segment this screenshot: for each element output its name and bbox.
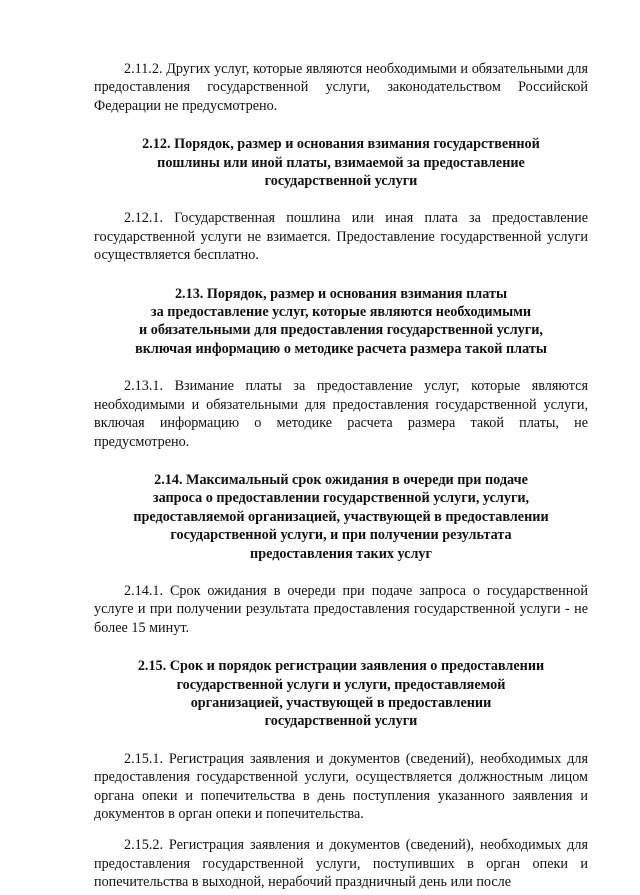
heading-line: включая информацию о методике расчета размера такой платы: [135, 340, 547, 357]
heading-2-14: [94, 471, 588, 563]
heading-line: организацией, участвующей в предоставлении: [190, 694, 492, 711]
heading-line: 2.15. Срок и порядок регистрации заявления о предоставлении: [137, 658, 545, 675]
heading-line: предоставления таких услуг: [250, 545, 432, 562]
paragraph-2-15-2: 2.15.2. Регистрация заявления и документов (сведений), необходимых для предоставления государственной услуги, поступивших в орган опеки и попечительства в выходной, нерабочий праздничный день или после: [94, 837, 588, 891]
heading-2-12: [94, 135, 588, 190]
heading-line: 2.14. Максимальный срок ожидания в очереди при подаче: [154, 471, 528, 488]
heading-line: 2.13. Порядок, размер и основания взимания платы: [174, 285, 508, 302]
paragraph-2-13-1: 2.13.1. Взимание платы за предоставление услуг, которые являются необходимыми и обязательными для предоставления государственной услуги, включая информацию о методике расчета размера такой платы, не предусмотрено.: [94, 378, 588, 450]
heading-line: государственной услуги: [264, 173, 418, 190]
heading-line: государственной услуги и услуги, предоставляемой: [176, 676, 506, 693]
heading-line: и обязательными для предоставления государственной услуги,: [139, 322, 543, 339]
paragraph-2-12-1: 2.12.1. Государственная пошлина или иная плата за предоставление государственной услуги не взимается. Предоставление государственной услуги осуществляется бесплатно.: [94, 210, 588, 264]
heading-line: предоставляемой организацией, участвующей в предоставлении: [133, 508, 549, 525]
document-page: [94, 60, 588, 892]
heading-line: государственной услуги: [264, 713, 418, 730]
heading-line: пошлины или иной платы, взимаемой за предоставление: [157, 154, 525, 171]
paragraph-2-15-1: 2.15.1. Регистрация заявления и документов (сведений), необходимых для предоставления государственной услуги, осуществляется должностным лицом органа опеки и попечительства в день поступления указанного заявления и документов в орган опеки и попечительства.: [94, 750, 588, 822]
heading-line: 2.12. Порядок, размер и основания взимания государственной: [142, 136, 540, 153]
heading-line: государственной услуги, и при получении результата: [170, 527, 512, 544]
paragraph-2-11-2: 2.11.2. Других услуг, которые являются необходимыми и обязательными для предоставления государственной услуги, законодательством Российской Федерации не предусмотрено.: [94, 61, 588, 114]
heading-line: за предоставление услуг, которые являются необходимыми: [150, 304, 532, 321]
heading-line: запроса о предоставлении государственной услуги, услуги,: [152, 490, 530, 507]
paragraph-2-14-1: 2.14.1. Срок ожидания в очереди при подаче запроса о государственной услуге и при получении результата предоставления государственной услуги - не более 15 минут.: [94, 582, 588, 636]
heading-2-15: [94, 657, 588, 731]
heading-2-13: [94, 285, 588, 359]
